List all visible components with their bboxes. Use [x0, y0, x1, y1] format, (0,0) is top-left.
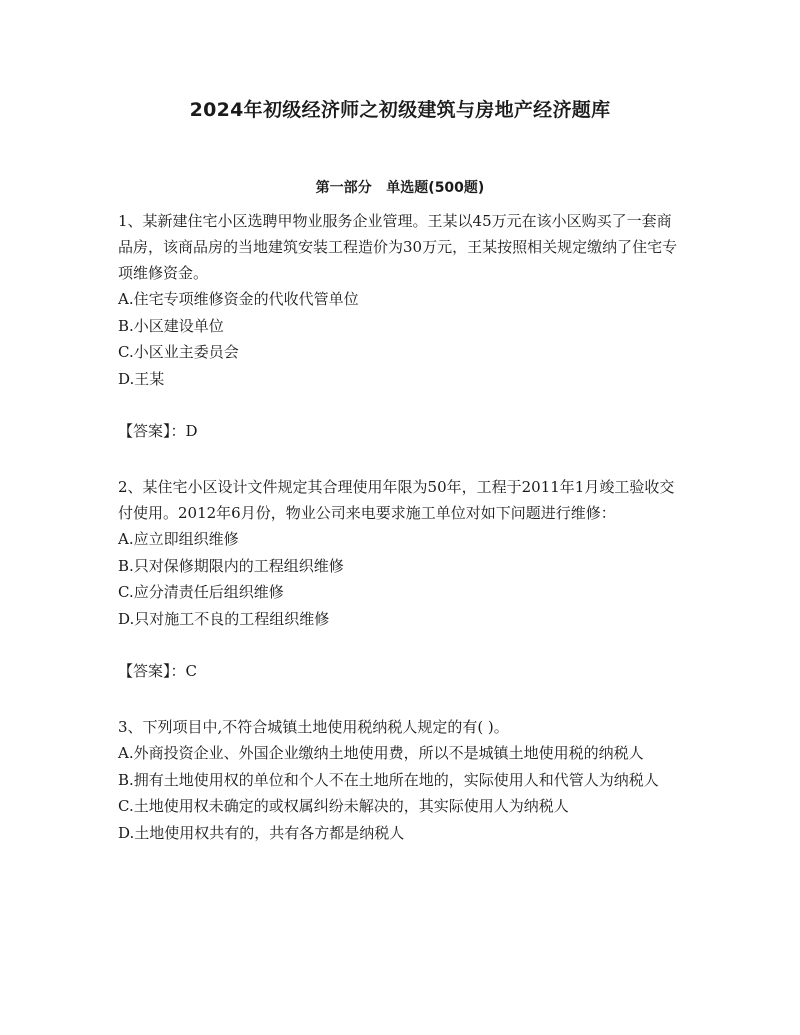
option-b: B.小区建设单位 — [118, 316, 224, 335]
question-1 — [118, 208, 682, 444]
option-c: C.应分清责任后组织维修 — [118, 583, 284, 601]
option-d: D.土地使用权共有的，共有各方都是纳税人 — [118, 823, 405, 842]
option-a: A.应立即组织维修 — [118, 530, 239, 548]
option-d: D.王某 — [118, 369, 165, 388]
document-title: 2024年初级经济师之初级建筑与房地产经济题库 — [189, 99, 611, 121]
question-2 — [118, 474, 682, 684]
option-b: B.只对保修期限内的工程组织维修 — [118, 556, 344, 575]
option-c: C.土地使用权未确定的或权属纠纷未解决的，其实际使用人为纳税人 — [118, 797, 569, 815]
answer: 【答案】：C — [118, 662, 197, 680]
question-stem: 2、某住宅小区设计文件规定其合理使用年限为50年，工程于2011年1月竣工验收交付使用。2012年6月份，物业公司来电要求施工单位对如下问题进行维修： — [118, 478, 675, 522]
question-3 — [118, 714, 682, 846]
option-b: B.拥有土地使用权的单位和个人不在土地所在地的，实际使用人和代管人为纳税人 — [118, 770, 659, 789]
option-c: C.小区业主委员会 — [118, 343, 239, 361]
answer: 【答案】：D — [118, 422, 198, 440]
option-a: A.住宅专项维修资金的代收代管单位 — [118, 290, 359, 308]
question-stem: 3、下列项目中,不符合城镇土地使用税纳税人规定的有( )。 — [118, 718, 509, 736]
question-list — [118, 208, 682, 846]
option-d: D.只对施工不良的工程组织维修 — [118, 609, 330, 628]
section-title: 第一部分 单选题(500题) — [315, 180, 485, 196]
option-a: A.外商投资企业、外国企业缴纳土地使用费，所以不是城镇土地使用税的纳税人 — [118, 744, 644, 762]
question-stem: 1、某新建住宅小区选聘甲物业服务企业管理。王某以45万元在该小区购买了一套商品房，该商品房的当地建筑安装工程造价为30万元，王某按照相关规定缴纳了住宅专项维修资金。 — [118, 212, 678, 282]
